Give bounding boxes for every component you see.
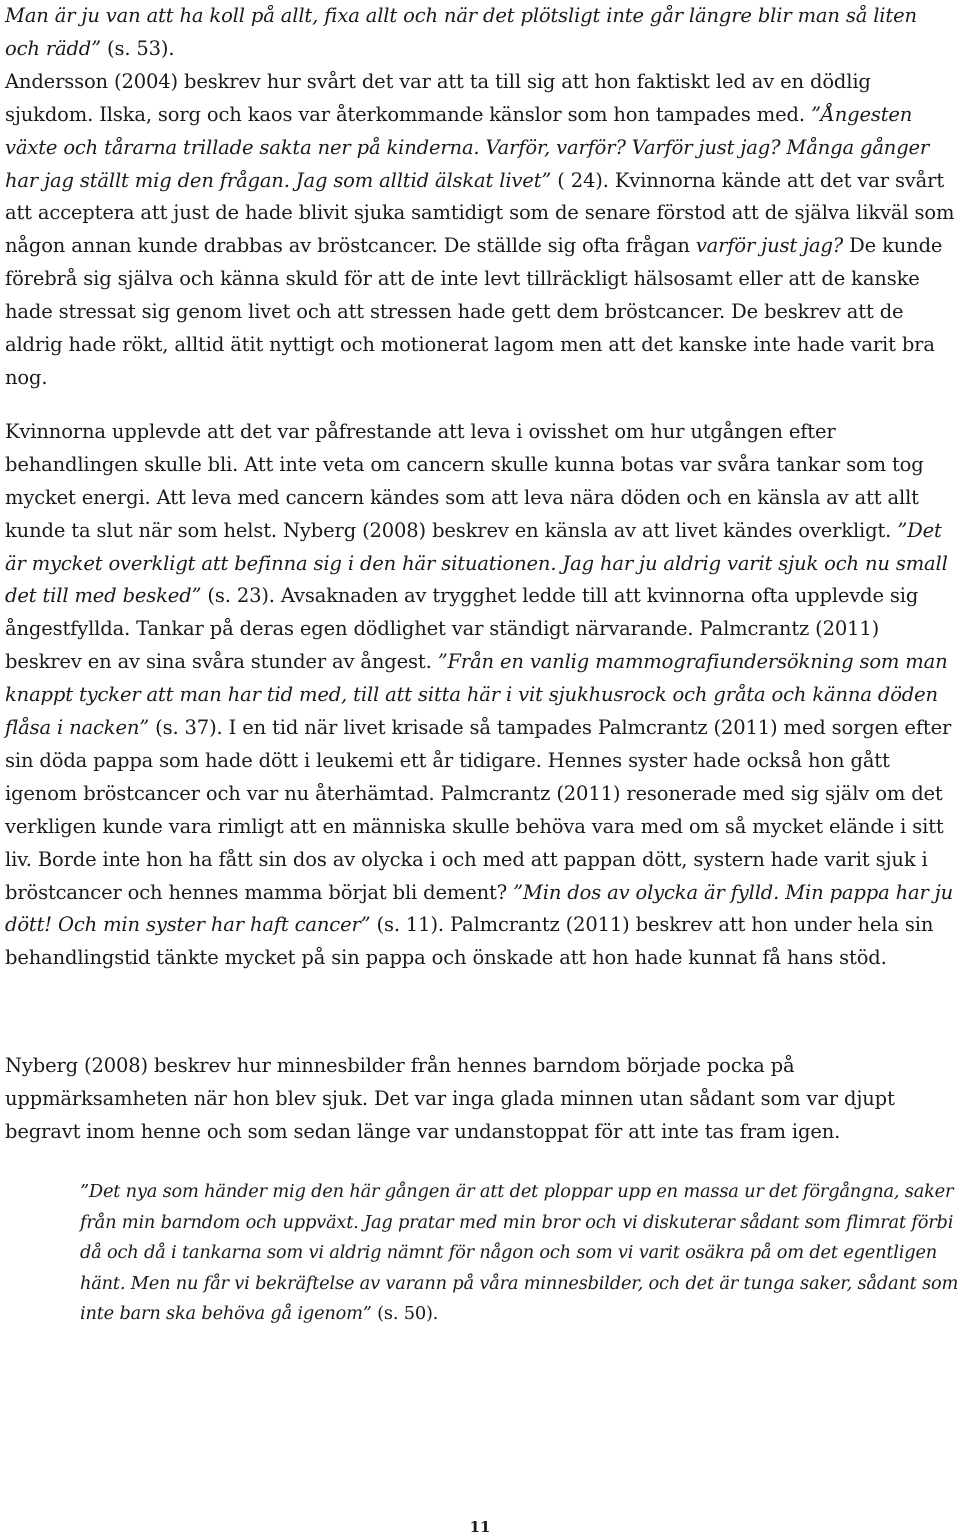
- block-quote-text: ”Det nya som händer mig den här gången är att det ploppar upp en massa ur det förgångna, saker från min barndom och uppväxt. Jag pratar med min bror och vi diskuterar sådant som flimrat förbi då och då i tankarna som vi aldrig nämnt för någon och som vi varit osäkra på om det egentligen hänt. Men nu får vi bekräftelse av varann på våra minnesbilder, och det är tunga saker, sådant som inte barn ska behöva gå igenom”: [80, 1181, 959, 1324]
- italic-quote-run: Man är ju van att ha koll på allt, fixa allt och när det plötsligt inte går längre blir man så liten och rädd”: [5, 4, 917, 60]
- document-page: [5, 0, 959, 1330]
- text-run: (s. 53).: [100, 36, 175, 60]
- page-number: 11: [469, 1518, 491, 1536]
- italic-quote-run: ”Ångesten växte och tårarna trillade sakta ner på kinderna. Varför, varför? Varför just jag? Många gånger har jag ställt mig den frågan. Jag som alltid älskat livet”: [5, 102, 930, 192]
- body-paragraph-1: [5, 0, 955, 395]
- text-run: Nyberg (2008) beskrev hur minnesbilder från hennes barndom började pocka på uppmärksamheten när hon blev sjuk. Det var inga glada minnen utan sådant som var djupt begravt inom henne och som sedan länge var undanstoppat för att inte tas fram igen.: [5, 1054, 895, 1144]
- text-run: (s. 37). I en tid när livet krisade så tampades Palmcrantz (2011) med sorgen efter sin döda pappa som hade dött i leukemi ett år tidigare. Hennes syster hade också hon gått igenom bröstcancer och var nu återhämtad. Palmcrantz (2011) resonerade med sig själv om det verkligen kunde vara rimligt att en människa skulle behöva vara med om så mycket elände i sitt liv. Borde inte hon ha fått sin dos av olycka i och med att pappan dött, systern hade varit sjuk i bröstcancer och hennes mamma börjat bli dement?: [5, 716, 952, 904]
- italic-quote-run: ”Från en vanlig mammografiundersökning som man knappt tycker att man har tid med, till att sitta här i vit sjukhusrock och gråta och känna döden flåsa i nacken”: [5, 650, 948, 740]
- text-run: (s. 11). Palmcrantz (2011) beskrev att hon under hela sin behandlingstid tänkte mycket på sin pappa och önskade att hon hade kunnat få hans stöd.: [5, 913, 934, 970]
- block-quote-citation: (s. 50).: [371, 1303, 439, 1324]
- body-paragraph-2: [5, 416, 955, 975]
- italic-quote-run: ”Min dos av olycka är fylld. Min pappa har ju dött! Och min syster har haft cancer”: [5, 880, 953, 937]
- text-run: De kunde förebrå sig själva och känna skuld för att de inte levt tillräckligt hälsosamt eller att de kanske hade stressat sig genom livet och att stressen hade gett dem bröstcancer. De beskrev att de aldrig hade rökt, alltid ätit nyttigt och motionerat lagom men att det kanske inte hade varit bra nog.: [5, 234, 943, 389]
- text-run: Andersson (2004) beskrev hur svårt det var att ta till sig att hon faktiskt led av en dödlig sjukdom. Ilska, sorg och kaos var återkommande känslor som hon tampades med.: [5, 69, 871, 126]
- text-run: ( 24). Kvinnorna kände att det var svårt att acceptera att just de hade blivit sjuka samtidigt som de senare förstod att de själva likväl som någon annan kunde drabbas av bröstcancer. De ställde sig ofta frågan: [5, 168, 955, 258]
- text-run: (s. 23). Avsaknaden av trygghet ledde till att kvinnorna ofta upplevde sig ångestfyllda. Tankar på deras egen dödlighet var ständigt närvarande. Palmcrantz (2011) beskrev en av sina svåra stunder av ångest.: [5, 584, 919, 674]
- italic-quote-run: ”Det är mycket overkligt att befinna sig i den här situationen. Jag har ju aldrig varit sjuk och nu small det till med besked”: [5, 518, 948, 608]
- body-paragraph-3: [5, 1050, 955, 1149]
- italic-quote-run: varför just jag?: [695, 234, 844, 258]
- block-quote: [80, 1177, 960, 1330]
- text-run: Kvinnorna upplevde att det var påfrestande att leva i ovisshet om hur utgången efter behandlingen skulle bli. Att inte veta om cancern skulle kunna botas var svåra tankar som tog mycket energi. Att leva med cancern kändes som att leva nära döden och en känsla av att allt kunde ta slut när som helst. Nyberg (2008) beskrev en känsla av att livet kändes overkligt.: [5, 419, 924, 542]
